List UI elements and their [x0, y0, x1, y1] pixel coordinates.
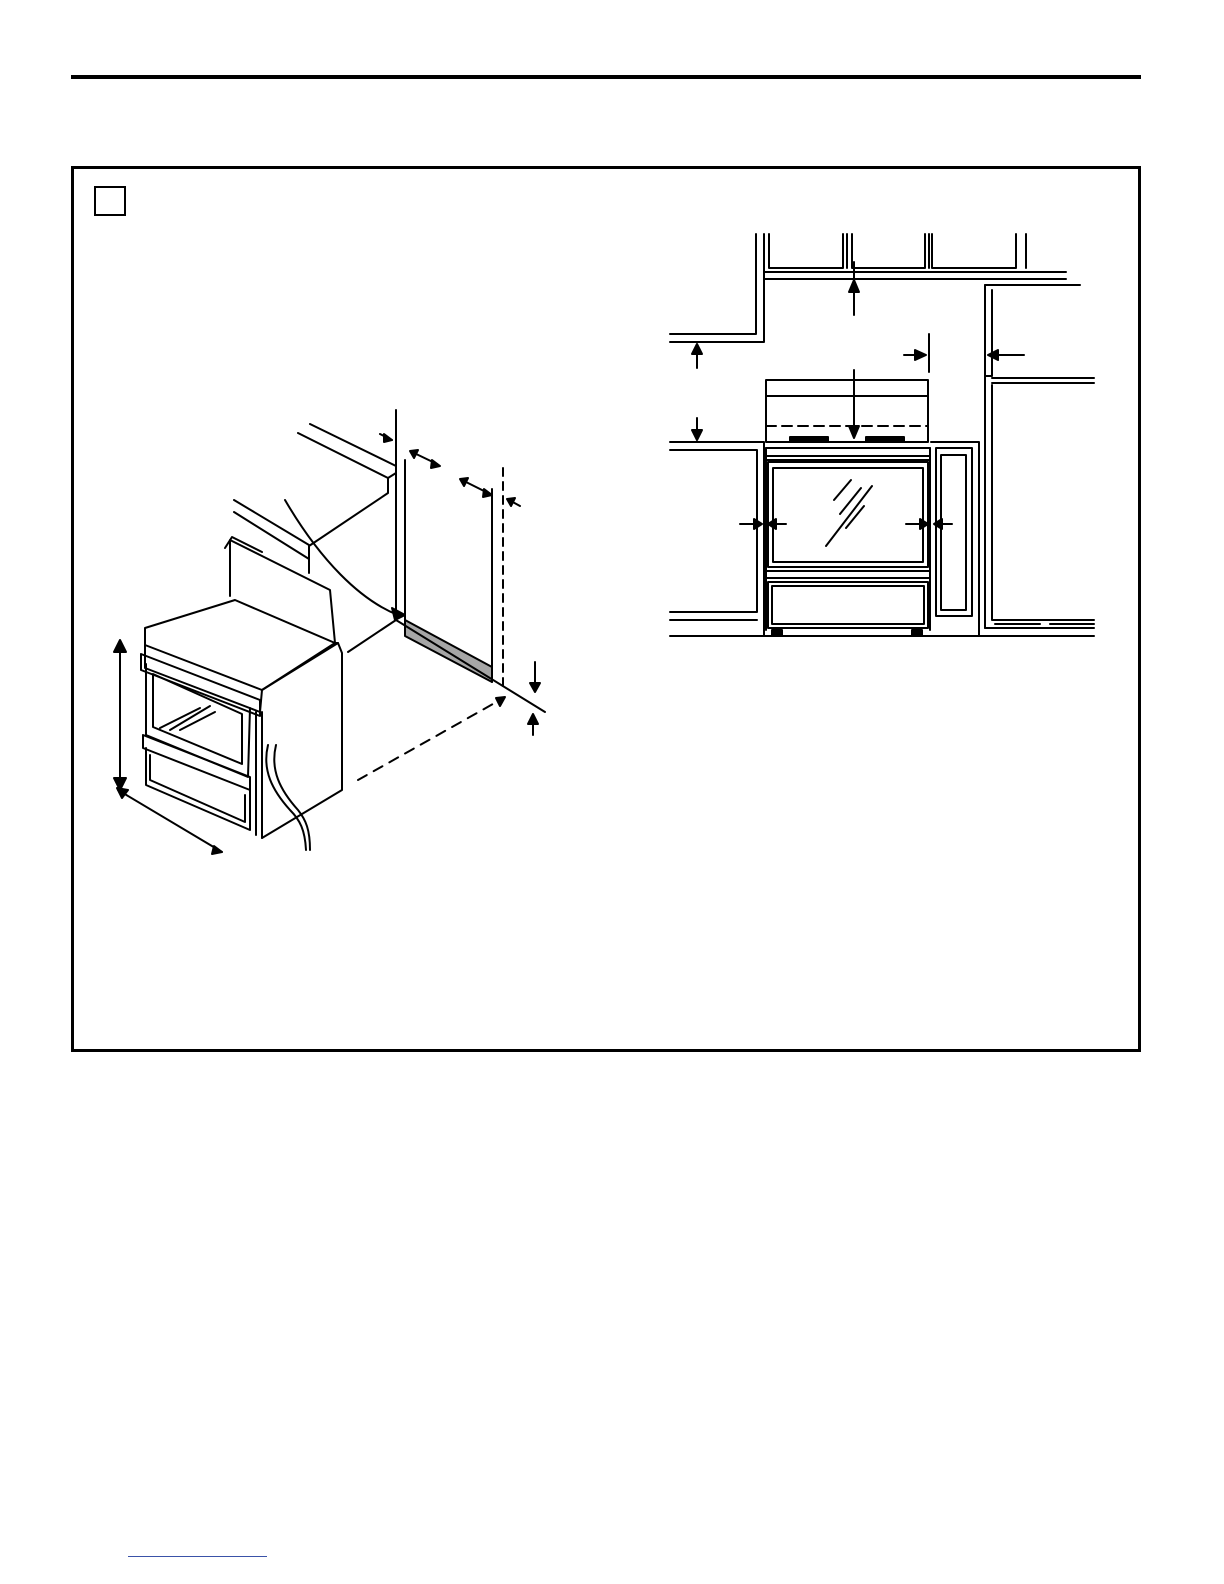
base-cabinets: [670, 442, 1094, 636]
range-front: [766, 380, 930, 636]
footer-link[interactable]: [128, 1556, 267, 1557]
upper-cabinets: [670, 234, 1066, 342]
tall-cabinet-right: [985, 285, 1094, 628]
